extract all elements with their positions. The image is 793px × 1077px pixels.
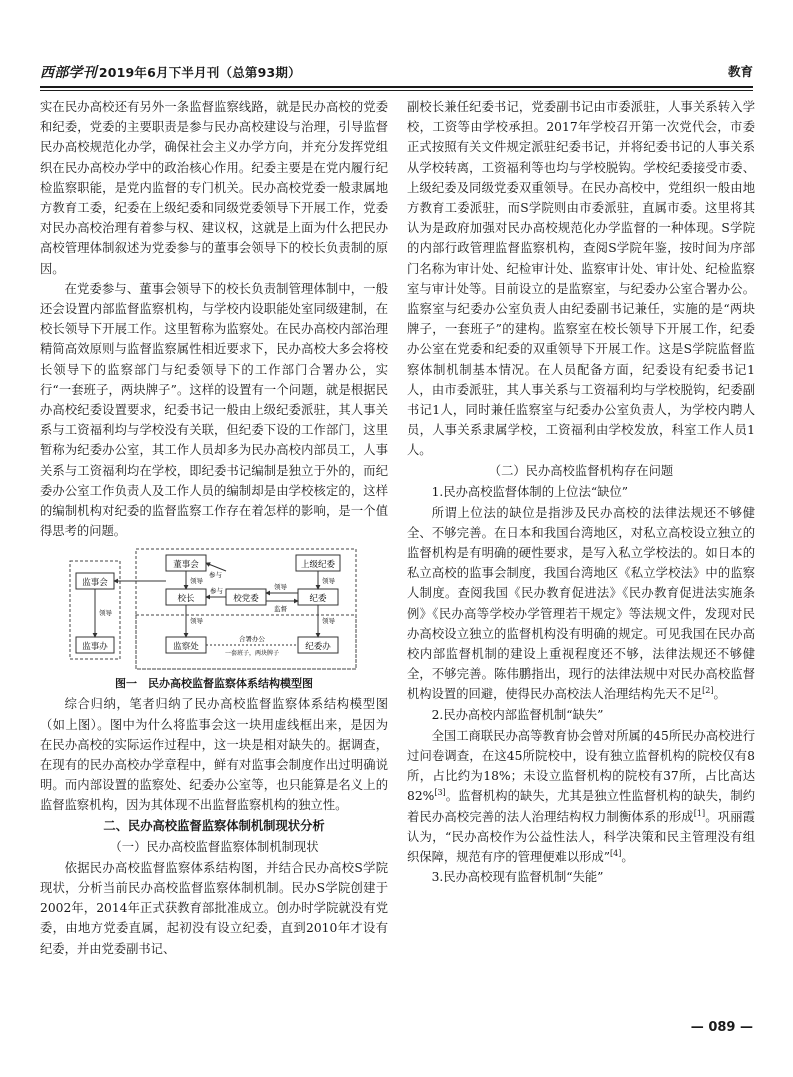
node-inspection-office	[166, 637, 206, 653]
paragraph: 所谓上位法的缺位是指涉及民办高校的法律法规还不够健全、不够完善。在日本和我国台湾地区，对私立高校设立独立的监督机构是有明确的硬性要求，是写入私立学校法的。如日本的私立高校的监事会制度，我国台湾地区《私立学校法》中的监察人制度。查阅我国《民办教育促进法》《民办教育促进法实施条例》《民办高等学校办学管理若干规定》等法规文件，发现对民办高校设立独立的监督机构没有明确的规定。可见我国在民办高校内部监督机制的建设上重视程度还不够，法律法规还不够健全，不够完善。陈伟鹏指出，现行的法律法规中对民办高校监督机构设置的回避，使得民办高校法人治理结构先天不足[2]。	[407, 505, 755, 702]
citation[interactable]: [3]	[434, 788, 446, 798]
point-heading: 3.民办高校现有监督机制“失能”	[431, 870, 604, 885]
page-number: — 089 —	[690, 1020, 753, 1035]
edge-label: 领导	[322, 577, 335, 586]
paragraph-text: 。	[621, 849, 634, 864]
svg-text:纪委办: 纪委办	[305, 642, 331, 653]
journal-logo: 西部学刊	[40, 65, 97, 81]
merge-note: 合署办公	[239, 635, 265, 644]
header-rule	[40, 86, 753, 88]
edge-label: 领导	[99, 609, 112, 618]
citation[interactable]: [1]	[693, 808, 706, 818]
paragraph: 在党委参与、董事会领导下的校长负责制管理体制中，一般还会设置内部监督监察机构，与学校内设职能处室同级建制，在校长领导下开展工作。这里暂称为监察处。在民办高校内部治理精简高效原则与监督监察属性相近要求下，民办高校大多会将校长领导下的监察部门与纪委领导下的工作部门合署办公，实行“一套班子，两块牌子”。这样的设置有一个问题，就是根据民办高校纪委设置要求，纪委书记一般由上级纪委派驻，其人事关系与工资福利均与学校没有关联，但纪委下设的工作部门，这里暂称为纪委办公室，其工作人员却多为民办高校内部员工，人事关系与工资福利均在学校，即纪委书记编制是独立于外的，而纪委办公室工作负责人及工作人员的编制却是由学校核定的，这样的编制机构对纪委的监督监察工作存在着怎样的影响，是一个值得思考的问题。	[40, 281, 388, 539]
node-party-committee	[226, 589, 266, 605]
svg-text:纪委: 纪委	[309, 594, 327, 605]
edge-label: 领导	[274, 583, 287, 592]
edge-label: 参与	[210, 587, 223, 596]
svg-text:监事会: 监事会	[82, 578, 108, 589]
node-board	[166, 555, 206, 571]
node-supervision-office	[76, 637, 114, 653]
right-column	[407, 97, 755, 888]
section-label: 教育	[727, 64, 753, 79]
svg-text:董事会: 董事会	[173, 560, 199, 571]
journal-issue: 2019年6月下半月刊（总第93期）	[98, 65, 301, 80]
left-column	[40, 97, 388, 959]
header-rule-thin	[40, 90, 753, 91]
paragraph-text: 所谓上位法的缺位是指涉及民办高校的法律法规还不够健全、不够完善。在日本和我国台湾地区，对私立高校设立独立的监督机构是有明确的硬性要求，是写入私立学校法的。如日本的私立高校的监事会制度，我国台湾地区《私立学校法》中的监察人制度。查阅我国《民办教育促进法》《民办教育促进法实施条例》《民办高等学校办学管理若干规定》等法规文件，发现对民办高校设立独立的监督机构没有明确的规定。可见我国在民办高校内部监督机制的建设上重视程度还不够，法律法规还不够健全，不够完善。陈伟鹏指出，现行的法律法规中对民办高校监督机构设置的回避，使得民办高校法人治理结构先天不足	[407, 505, 755, 702]
structure-diagram	[66, 545, 362, 673]
paragraph: 依据民办高校监督监察体系结构图，并结合民办高校S学院现状，分析当前民办高校监督监察体制机制。民办S学院创建于2002年，2014年正式获教育部批准成立。创办时学院就没有党委，由地方党委直属，起初没有设立纪委，直到2010年才设有纪委，并由党委副书记、	[40, 860, 388, 956]
paragraph: 实在民办高校还有另外一条监督监察线路，就是民办高校的党委和纪委，党委的主要职责是参与民办高校建设与治理，引导监督民办高校规范化办学，确保社会主义办学方向，并充分发挥党组织在民办高校办学中的政治核心作用。纪委主要是在党内履行纪检监察职能，是党内监督的专门机关。民办高校党委一般隶属地方教育工委，纪委在上级纪委和同级党委领导下开展工作，党委对民办高校治理有着参与权、建议权，这就是上面为什么把民办高校管理体制叙述为党委参与的董事会领导下的校长负责制的原因。	[40, 100, 388, 276]
paragraph	[407, 726, 755, 867]
citation[interactable]: [4]	[610, 848, 622, 858]
point-heading: 1.民办高校监督体制的上位法“缺位”	[431, 484, 629, 499]
paragraph-text: 。监督机构的缺失，尤其是独立性监督机构的缺失，制约着民办高校完善的法人治理结构权力制衡体系的形成	[407, 789, 755, 824]
edge-label: 监督	[274, 605, 287, 614]
page-header	[40, 60, 753, 84]
edge-label: 参与	[209, 571, 222, 580]
paragraph: 副校长兼任纪委书记，党委副书记由市委派驻，人事关系转入学校，工资等由学校承担。2017年学校召开第一次党代会，市委正式按照有关文件规定派驻纪委书记，并将纪委书记的人事关系从学校转离，工资福利等也均与学校脱钩。学校纪委接受市委、上级纪委及同级党委双重领导。在民办高校中，党组织一般由地方教育工委派驻，而S学院则由市委派驻，直属市委。这里将其认为是政府加强对民办高校规范化办学监督的一种体现。S学院的内部行政管理监督监察机构，查阅S学院年鉴，按时间为序部门名称为审计处、纪检审计处、监察审计处、审计处、纪检监察室与审计处等。目前设立的是监察室，与纪委办公室合署办公。监察室与纪委办公室负责人由纪委副书记兼任，实施的是“两块牌子，一套班子”的建构。监察室在校长领导下开展工作，纪委办公室在党委和纪委的双重领导下开展工作。这是S学院监督监察体制机制基本情况。在人员配备方面，纪委设有纪委书记1人，由市委派驻，其人事关系与工资福利均与学校脱钩，纪委副书记1人，同时兼任监察室与纪委办公室负责人，为学校内聘人员，人事关系隶属学校，工资福利由学校发放，科室工作人员1人。	[407, 100, 755, 458]
node-higher-discipline	[296, 555, 340, 571]
merge-sub: 一套班子，两块牌子	[224, 650, 280, 658]
edge-label: 领导	[322, 617, 335, 626]
figure-caption: 图一 民办高校监督监察体系结构模型图	[115, 677, 313, 691]
point-heading: 2.民办高校内部监督机制“缺失”	[431, 707, 604, 722]
edge-label: 领导	[190, 577, 203, 586]
svg-text:上级纪委: 上级纪委	[300, 560, 336, 571]
subsection-heading: （二）民办高校监督机构存在问题	[488, 463, 674, 478]
journal-title	[40, 62, 301, 82]
section-heading: 二、民办高校监督监察体制机制现状分析	[103, 818, 325, 833]
citation[interactable]: [2]	[702, 686, 714, 696]
svg-text:监事办: 监事办	[82, 642, 108, 653]
paragraph: 综合归纳，笔者归纳了民办高校监督监察体系结构模型图（如上图）。图中为什么将监事会这一块用虚线框出来，是因为在民办高校的实际运作过程中，这一块是相对缺失的。据调查，在现有的民办高校办学章程中，鲜有对监事会制度作出过明确说明。而内部设置的监察处、纪委办公室等，也只能算是名义上的监督监察机构，因为其体现不出监督监察机构的独立性。	[40, 697, 388, 813]
edge-label: 领导	[190, 617, 203, 626]
svg-text:校长: 校长	[177, 594, 195, 605]
node-principal	[166, 589, 206, 605]
svg-text:监察处: 监察处	[173, 642, 199, 653]
node-supervisory-board	[76, 573, 114, 589]
node-discipline-committee	[298, 589, 338, 605]
subsection-heading: （一）民办高校监督监察体制机制现状	[109, 839, 319, 854]
paragraph-text: 全国工商联民办高等教育协会曾对所属的45所民办高校进行过问卷调查，在这45所院校中，设有独立监督机构的院校仅有8所，占比约为18%；未设立监督机构的院校有37所，占比高达82%	[407, 728, 755, 804]
node-discipline-office	[298, 637, 338, 653]
paragraph-text: 。巩丽霞认为，“民办高校作为公益性法人，科学决策和民主管理没有组织保障，规范有序的管理便难以形成”	[407, 809, 755, 864]
svg-text:校党委: 校党委	[233, 594, 259, 605]
